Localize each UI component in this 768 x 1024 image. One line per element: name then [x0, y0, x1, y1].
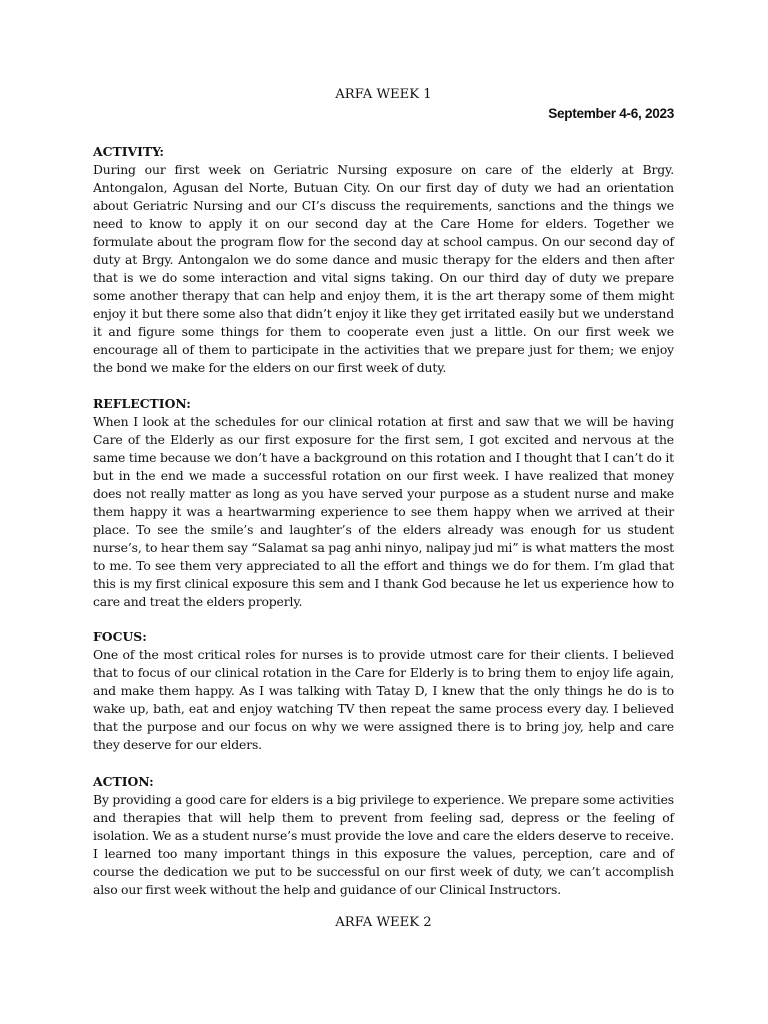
focus-heading: FOCUS:	[93, 629, 147, 644]
action-paragraph: By providing a good care for elders is a big privilege to experience. We prepare some activities and therapies that will help them to prevent from feeling sad, depress or the feeling of isolation. We as a student nurse’s must provide the love and care the elders deserve to receive. I learned too many important things in this exposure the values, perception, care and of course the dedication we put to be successful on our first week of duty, we can’t accomplish also our first week without the help and guidance of our Clinical Instructors.	[93, 792, 674, 897]
activity-heading: ACTIVITY:	[93, 144, 165, 159]
activity-paragraph: During our first week on Geriatric Nursing exposure on care of the elderly at Brgy. Antongalon, Agusan del Norte, Butuan City. On our first day of duty we had an orientation about Geriatric Nursing and our CI’s discuss the requirements, sanctions and the things we need to know to apply it on our second day at the Care Home for elders. Together we formulate about the program flow for the second day at school campus. On our second day of duty at Brgy. Antongalon we do some dance and music therapy for the elders and then after that is we do some interaction and vital signs taking. On our third day of duty we prepare some another therapy that can help and enjoy them, it is the art therapy some of them might enjoy it but there some also that didn’t enjoy it like they get irritated easily but we understand it and figure some things for them to cooperate even just a little. On our first week we encourage all of them to participate in the activities that we prepare just for them; we enjoy the bond we make for the elders on our first week of duty.	[93, 162, 674, 375]
document-page	[93, 0, 674, 1024]
action-heading: ACTION:	[93, 774, 154, 789]
next-week-title: ARFA WEEK 2	[335, 915, 432, 930]
document-date: September 4-6, 2023	[548, 106, 674, 121]
activity-section	[93, 143, 674, 377]
action-section	[93, 773, 674, 899]
focus-paragraph: One of the most critical roles for nurses is to provide utmost care for their clients. I believed that to focus of our clinical rotation in the Care for Elderly is to bring them to enjoy life again, and make them happy. As I was talking with Tatay D, I knew that the only things he do is to wake up, bath, eat and enjoy watching TV then repeat the same process every day. I believed that the purpose and our focus on why we were assigned there is to bring joy, help and care they deserve for our elders.	[93, 647, 674, 752]
reflection-heading: REFLECTION:	[93, 396, 191, 411]
reflection-section	[93, 395, 674, 611]
document-title: ARFA WEEK 1	[335, 87, 432, 102]
focus-section	[93, 628, 674, 754]
reflection-paragraph: When I look at the schedules for our clinical rotation at first and saw that we will be having Care of the Elderly as our first exposure for the first sem, I got excited and nervous at the same time because we don’t have a background on this rotation and I thought that I can’t do it but in the end we made a successful rotation on our first week. I have realized that money does not really matter as long as you have served your purpose as a student nurse and make them happy it was a heartwarming experience to see them happy when we arrived at their place. To see the smile’s and laughter’s of the elders already was enough for us student nurse’s, to hear them say “Salamat sa pag anhi ninyo, nalipay jud mi” is what matters the most to me. To see them very appreciated to all the effort and things we do for them. I’m glad that this is my first clinical exposure this sem and I thank God because he let us experience how to care and treat the elders properly.	[93, 414, 674, 609]
